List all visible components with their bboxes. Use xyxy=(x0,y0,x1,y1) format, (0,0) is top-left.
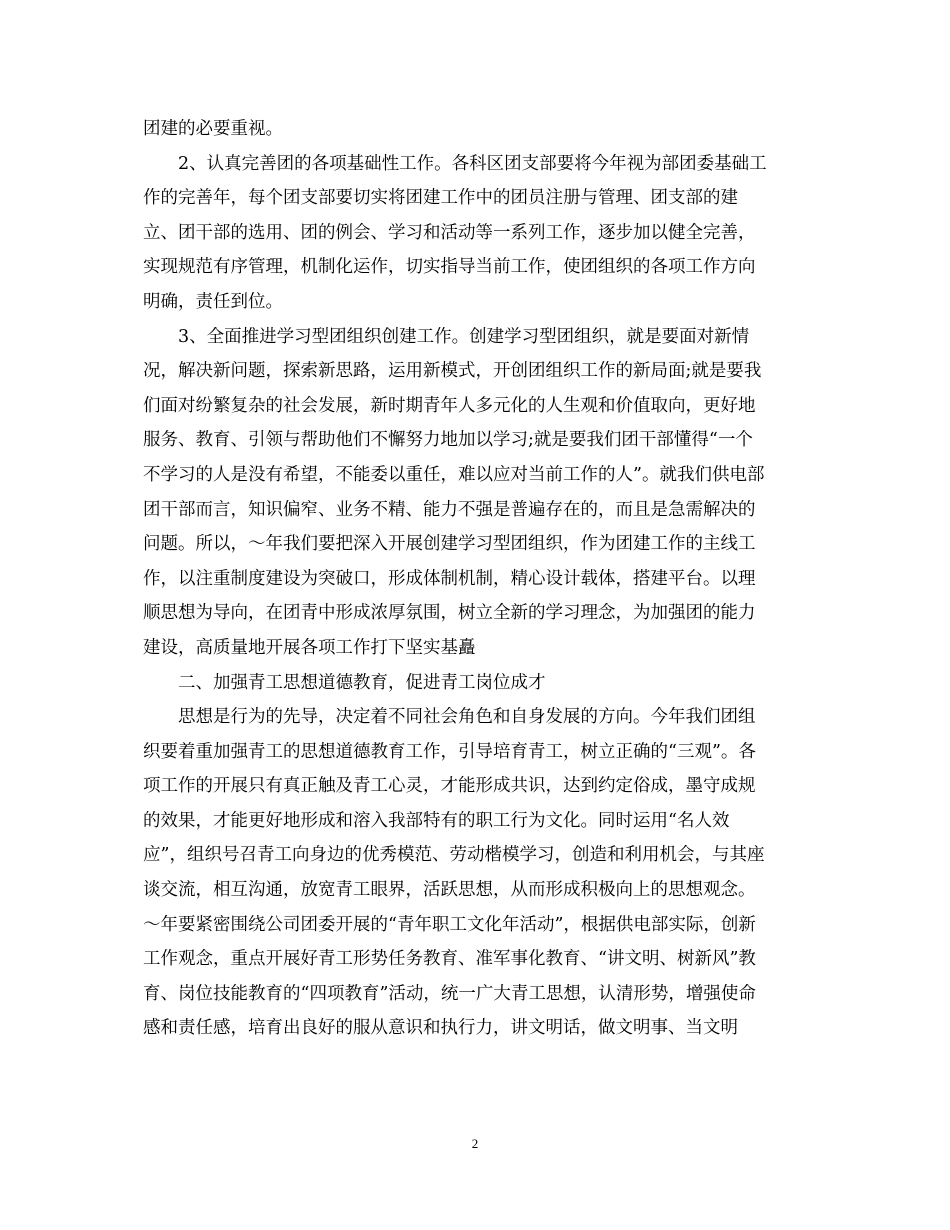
text-line: 的效果，才能更好地形成和溶入我部特有的职工行为文化。同时运用“名人效 xyxy=(143,810,730,831)
text-line: 实现规范有序管理，机制化运作，切实指导当前工作，使团组织的各项工作方向 xyxy=(143,257,756,278)
text-line: 团干部而言，知识偏窄、业务不精、能力不强是普遍存在的，而且是急需解决的 xyxy=(143,499,756,520)
document-body xyxy=(143,112,813,1046)
text-line: 立、团干部的选用、团的例会、学习和活动等一系列工作，逐步加以健全完善， xyxy=(143,222,756,243)
text-line: 顺思想为导向，在团青中形成浓厚氛围，树立全新的学习理念，为加强团的能力 xyxy=(143,603,756,624)
text-line: 工作观念，重点开展好青工形势任务教育、准军事化教育、“讲文明、树新风”教 xyxy=(143,949,756,970)
text-line: 建设，高质量地开展各项工作打下坚实基矗 xyxy=(143,637,476,658)
paragraph-heading-line: 3、全面推进学习型团组织创建工作。创建学习型团组织，就是要面对新情 xyxy=(178,326,750,347)
text-line: 织要着重加强青工的思想道德教育工作，引导培育青工，树立正确的“三观”。各 xyxy=(143,741,756,762)
paragraph-heading-line: 2、认真完善团的各项基础性工作。各科区团支部要将今年视为部团委基础工 xyxy=(178,153,767,174)
text-line: 明确，责任到位。 xyxy=(143,291,283,312)
paragraph-heading-line: 思想是行为的先导，决定着不同社会角色和自身发展的方向。今年我们团组 xyxy=(178,707,756,728)
text-line: 服务、教育、引领与帮助他们不懈努力地加以学习;就是要我们团干部懂得“一个 xyxy=(143,430,753,451)
text-line: 育、岗位技能教育的“四项教育”活动，统一广大青工思想，认清形势，增强使命 xyxy=(143,983,756,1004)
text-line: 不学习的人是没有希望，不能委以重任，难以应对当前工作的人”。就我们供电部 xyxy=(143,464,765,485)
page-number: 2 xyxy=(471,1136,479,1151)
text-line: 们面对纷繁复杂的社会发展，新时期青年人多元化的人生观和价值取向，更好地 xyxy=(143,395,756,416)
text-line: 团建的必要重视。 xyxy=(143,119,283,139)
text-line: ～年要紧密围绕公司团委开展的“青年职工文化年活动”，根据供电部实际，创新 xyxy=(143,914,756,935)
text-line: 问题。所以，～年我们要把深入开展创建学习型团组织，作为团建工作的主线工 xyxy=(143,534,756,555)
text-line: 感和责任感，培育出良好的服从意识和执行力，讲文明话，做文明事、当文明 xyxy=(143,1018,738,1039)
text-line: 谈交流，相互沟通，放宽青工眼界，活跃思想，从而形成积极向上的思想观念。 xyxy=(143,880,756,901)
text-line: 项工作的开展只有真正触及青工心灵，才能形成共识，达到约定俗成，墨守成规 xyxy=(143,776,756,797)
text-line: 作，以注重制度建设为突破口，形成体制机制，精心设计载体，搭建平台。以理 xyxy=(143,568,756,589)
section-heading: 二、加强青工思想道德教育，促进青工岗位成才 xyxy=(178,672,546,693)
text-line: 况，解决新问题，探索新思路，运用新模式，开创团组织工作的新局面;就是要我 xyxy=(143,361,762,382)
text-line: 应”，组织号召青工向身边的优秀模范、劳动楷模学习，创造和利用机会，与其座 xyxy=(143,845,765,866)
text-line: 作的完善年，每个团支部要切实将团建工作中的团员注册与管理、团支部的建 xyxy=(143,188,738,209)
